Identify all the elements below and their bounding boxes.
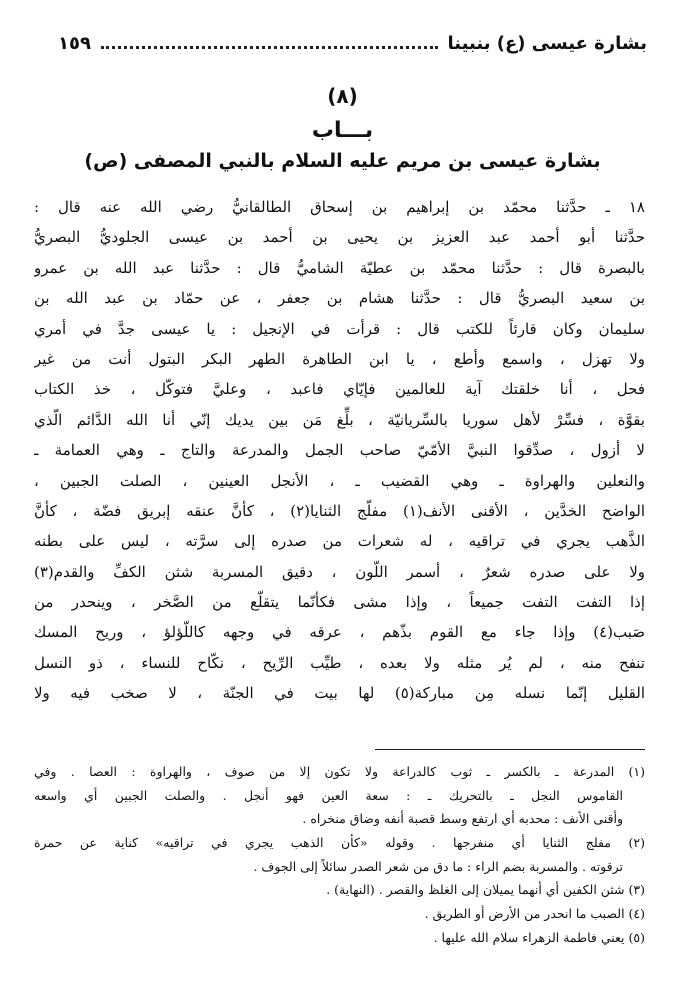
body-line: تنفح منه ، لم يُر مثله ولا بعده ، طيِّب الرِّيح ، نكّاح للنساء ، ذو النسل (34, 653, 645, 672)
body-line: إذا التفت التفت جميعاً ، وإذا مشى فكأنّما يتقلّع من الصَّخر ، وينحدر من (34, 593, 645, 612)
footnote-line: (٣) شثن الكفين أي أنهما يميلان إلى الغلظ والقصر . (النهاية) . (326, 882, 645, 898)
body-line: بن سعيد البصريُّ قال : حدَّثنا هشام بن جعفر ، عن حمّاد بن عبد الله بن (34, 289, 645, 308)
running-header (58, 28, 647, 58)
body-line: والنعلين والهراوة ـ وهي القضيب ـ ، الأنجل العينين ، الصلت الجبين ، (34, 471, 645, 490)
footnote-line: (٥) يعني فاطمة الزهراء سلام الله عليها . (433, 929, 645, 945)
footnote-line: (٢) مفلج الثنايا أي منفرجها . وقوله «كأن الذهب يجري في تراقيه» كناية عن حمرة (34, 835, 645, 851)
body-line: حدَّثنا أبو أحمد عبد العزيز بن يحيى بن أحمد بن عيسى الجلوديُّ البصريُّ (34, 228, 645, 247)
footnotes (34, 760, 645, 950)
page-number: ١٥٩ (58, 32, 91, 54)
leader-dots (101, 46, 438, 49)
footnote-line: القاموس النجل ـ بالتحريك ـ : سعة العين فهو أنجل . والصلت الجبين أي واسعه (34, 787, 623, 803)
body-line: لا أزول ، صدِّقوا النبيَّ الأمّيّ صاحب الجمل والمدرعة والتاج ـ وهي العمامة ـ (34, 441, 645, 460)
footnote-line: (٤) الصبب ما انحدر من الأرض أو الطريق . (424, 906, 645, 922)
running-title: بشارة عيسى (ع) بنبينا (447, 32, 647, 54)
body-line: صَبب(٤) وإذا جاء مع القوم بذّهم ، عرقه في وجهه كاللّؤلؤ ، وريح المسك (34, 623, 645, 642)
body-line: ١٨ ـ حدَّثنا محمّد بن إبراهيم بن إسحاق الطالقانيُّ رضي الله عنه قال : (34, 198, 645, 216)
body-line: سليمان وكان قارئاً للكتب قال : قرأت في الإنجيل : يا عيسى جدَّ في أمري (34, 319, 645, 338)
body-line: الذَّهب يجري في تراقيه ، له شعرات من صدره إلى سرَّته ، ليس على بطنه (34, 532, 645, 551)
body-line: فحل ، أنا خلقتك آية للعالمين فإيّاي فاعبد ، وعليَّ فتوكّل ، خذ الكتاب (34, 380, 645, 399)
body-line: القليل إنّما نسله مِن مباركة(٥) لها بيت في الجنّة ، لا صخب فيه ولا (34, 684, 645, 703)
footnote-line: وأقنى الأنف : محدبه أي ارتفع وسط قصبة أنفه وضاق منخراه . (302, 811, 623, 827)
chapter-label: بـــاب (311, 118, 374, 143)
chapter-number: (٨) (327, 84, 358, 108)
footnote-line: ترقوته . والمسربة بضم الراء : ما دق من شعر الصدر سائلاً إلى الجوف . (253, 858, 623, 874)
footnote-divider (375, 749, 645, 750)
body-line: الواضح الخدَّين ، الأقنى الأنف(١) مفلّج الثنايا(٢) ، كأنَّ عنقه إبريق فضّة ، كأنَّ (34, 501, 645, 520)
footnote-line: (١) المدرعة ـ بالكسر ـ ثوب كالدراعة ولا تكون إلا من صوف ، والهراوة : العصا . وفي (34, 764, 645, 779)
body-line: ولا تهزل ، واسمع وأطع ، يا ابن الطاهرة الطهر البكر البتول أنت من غير (34, 349, 645, 368)
body-line: ولا على صدره شعرٌ ، أسمر اللّون ، دقيق المسربة شثن الكفِّ والقدم(٣) (34, 562, 645, 581)
body-line: بقوَّة ، فسِّرْ لأهل سوريا بالسِّريانيّة ، بلِّغ مَن بين يديك إنّي أنا الله الدَّائم الّذي (34, 410, 645, 429)
chapter-title: بشارة عيسى بن مريم عليه السلام بالنبي المصفى (ص) (84, 150, 601, 172)
body-line: بالبصرة قال : حدَّثنا محمّد بن عطيّة الشاميُّ قال : حدَّثنا عبد الله بن عمرو (34, 258, 645, 277)
body-text (34, 192, 645, 709)
